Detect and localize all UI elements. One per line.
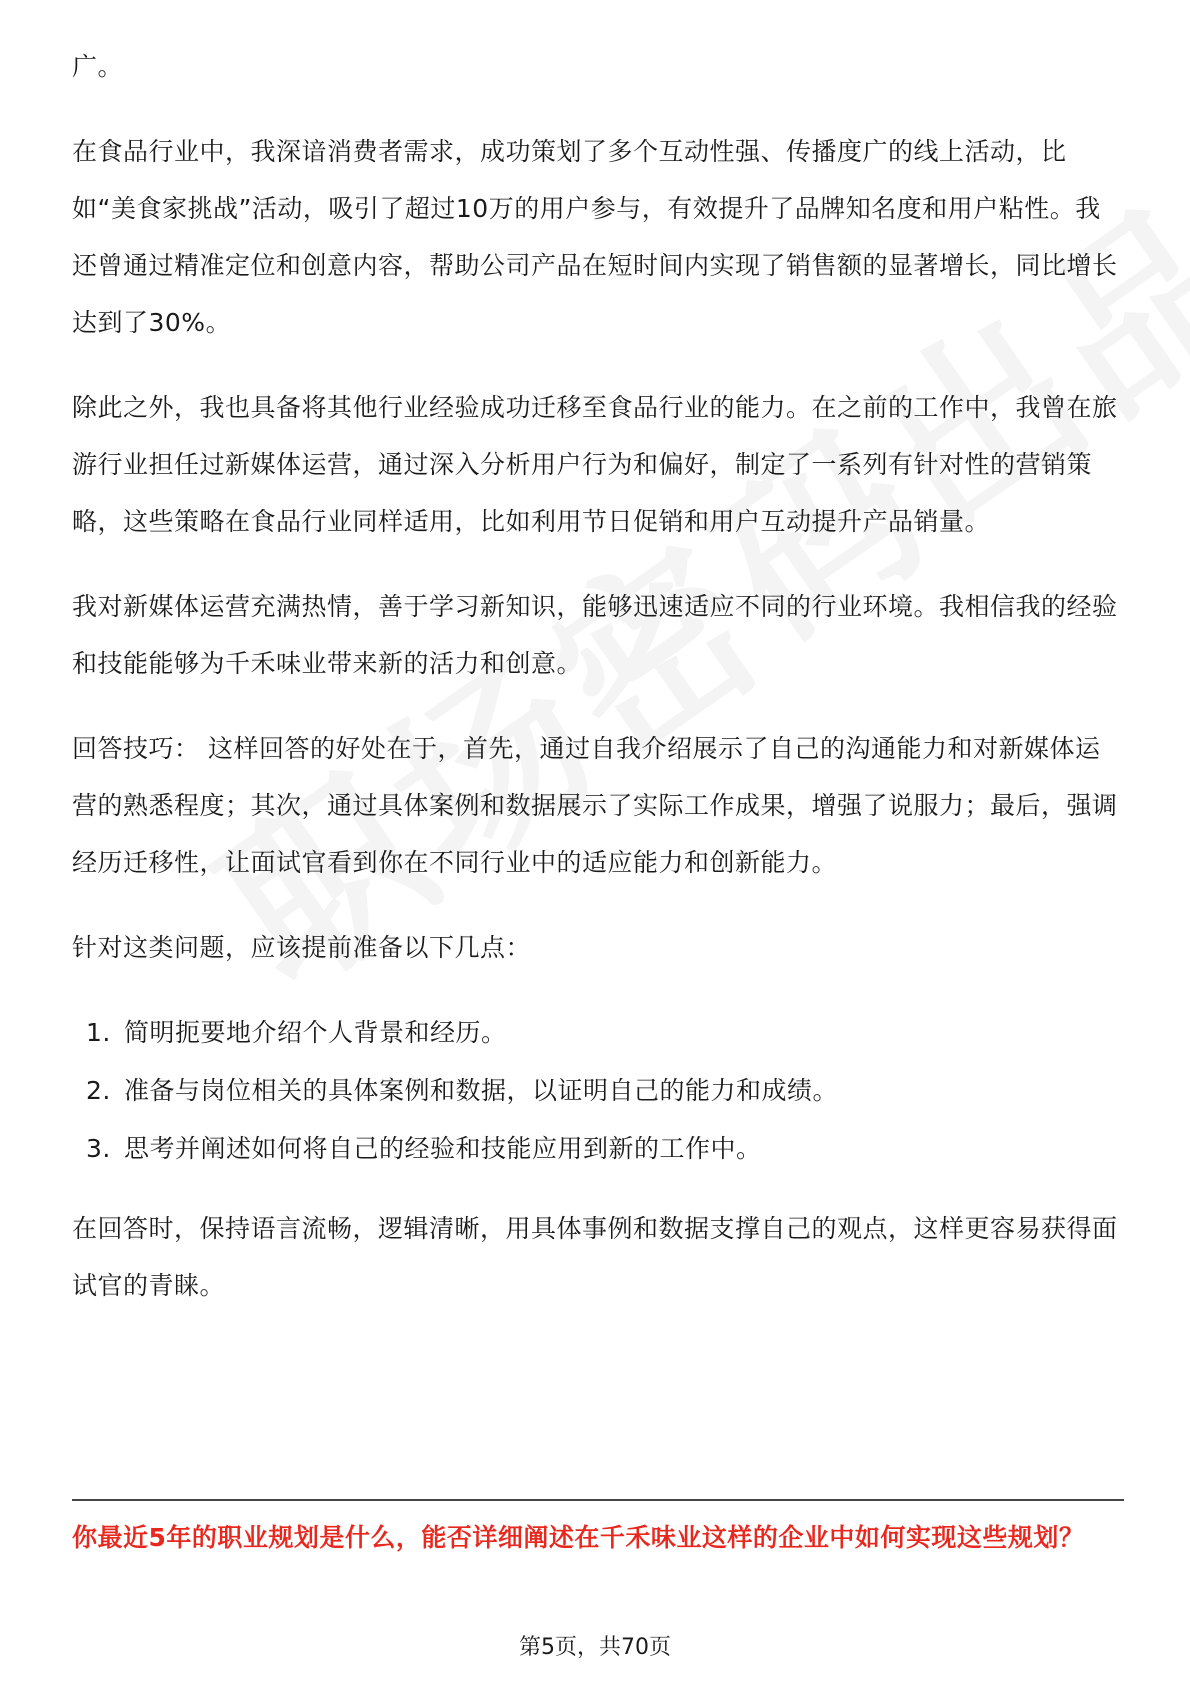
page-number: 第5页，共70页 bbox=[519, 1635, 671, 1660]
paragraph-closing: 在回答时，保持语言流畅，逻辑清晰，用具体事例和数据支撑自己的观点，这样更容易获得面试官的青睐。 bbox=[72, 1214, 1118, 1300]
list-item bbox=[72, 1062, 1122, 1120]
paragraph-food-industry: 在食品行业中，我深谙消费者需求，成功策划了多个互动性强、传播度广的线上活动，比如“美食家挑战”活动，吸引了超过10万的用户参与，有效提升了品牌知名度和用户粘性。我还曾通过精准定位和创意内容，帮助公司产品在短时间内实现了销售额的显著增长，同比增长达到了30%。 bbox=[72, 137, 1118, 337]
paragraph-answer-tips: 回答技巧： 这样回答的好处在于，首先，通过自我介绍展示了自己的沟通能力和对新媒体运营的熟悉程度；其次，通过具体案例和数据展示了实际工作成果，增强了说服力；最后，强调经历迁移性，让面试官看到你在不同行业中的适应能力和创新能力。 bbox=[72, 734, 1118, 877]
list-item-text: 思考并阐述如何将自己的经验和技能应用到新的工作中。 bbox=[124, 1134, 762, 1163]
document-body bbox=[72, 38, 1122, 1342]
list-item-number: 2. bbox=[86, 1076, 111, 1105]
preparation-list bbox=[72, 1004, 1122, 1178]
paragraph-continuation: 广。 bbox=[72, 52, 124, 81]
list-item bbox=[72, 1004, 1122, 1062]
paragraph-experience-transfer: 除此之外，我也具备将其他行业经验成功迁移至食品行业的能力。在之前的工作中，我曾在旅游行业担任过新媒体运营，通过深入分析用户行为和偏好，制定了一系列有针对性的营销策略，这些策略在食品行业同样适用，比如利用节日促销和用户互动提升产品销量。 bbox=[72, 393, 1118, 536]
next-question-heading: 你最近5年的职业规划是什么，能否详细阐述在千禾味业这样的企业中如何实现这些规划？ bbox=[72, 1523, 1085, 1552]
list-item-number: 3. bbox=[86, 1134, 111, 1163]
list-item-text: 准备与岗位相关的具体案例和数据，以证明自己的能力和成绩。 bbox=[124, 1076, 839, 1105]
section-divider bbox=[72, 1499, 1124, 1501]
list-item bbox=[72, 1120, 1122, 1178]
paragraph-passion: 我对新媒体运营充满热情，善于学习新知识，能够迅速适应不同的行业环境。我相信我的经验和技能能够为千禾味业带来新的活力和创意。 bbox=[72, 592, 1118, 678]
list-item-number: 1. bbox=[86, 1018, 111, 1047]
list-item-text: 简明扼要地介绍个人背景和经历。 bbox=[124, 1018, 507, 1047]
paragraph-preparation-intro: 针对这类问题，应该提前准备以下几点： bbox=[72, 933, 532, 962]
